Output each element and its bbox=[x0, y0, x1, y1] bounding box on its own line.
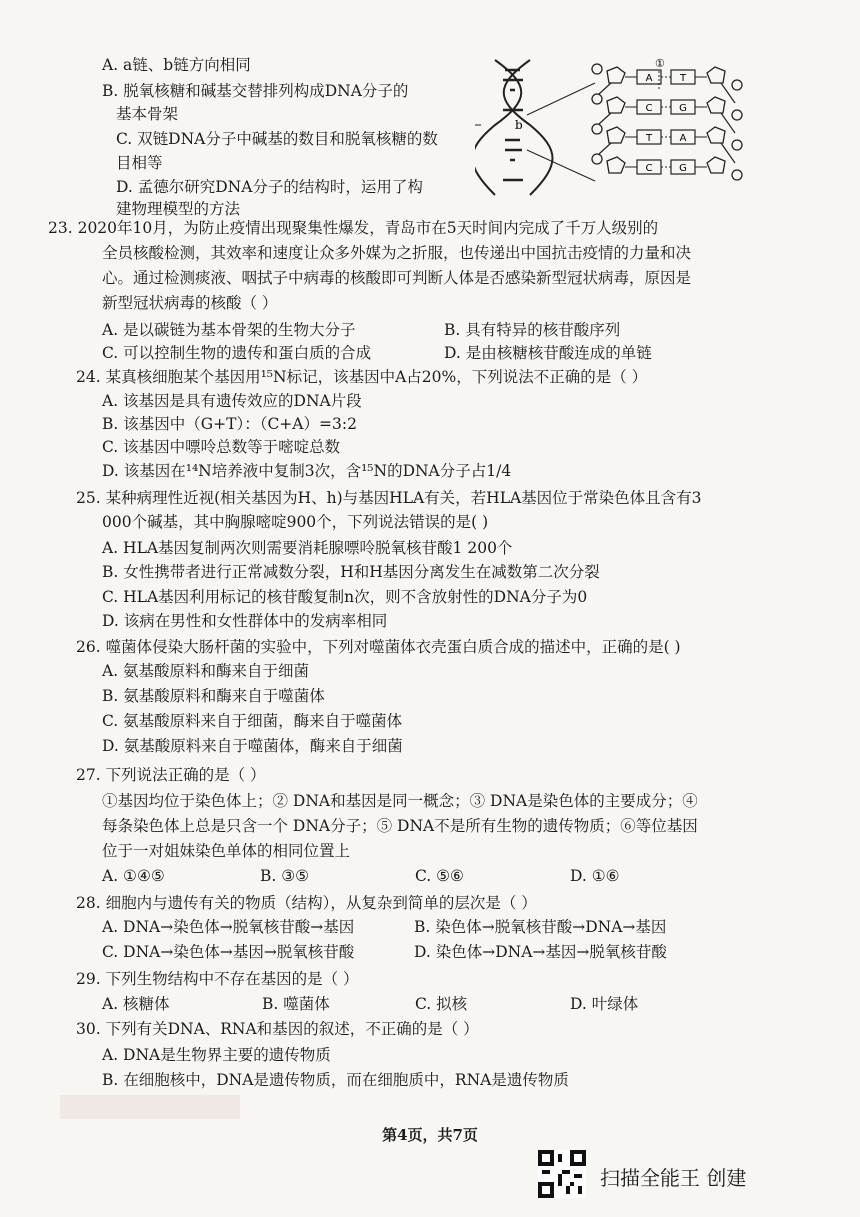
q23-stem-line2: 全员核酸检测，其效率和速度让众多外媒为之折服，也传递出中国抗击疫情的力量和决 bbox=[102, 244, 692, 262]
q22-option-b-cont: 基本骨架 bbox=[116, 105, 179, 123]
sugar-right bbox=[707, 157, 725, 173]
q22-option-d-cont: 建物理模型的方法 bbox=[116, 200, 241, 218]
q23-option-d: D. 是由核糖核苷酸连成的单链 bbox=[444, 344, 652, 362]
phosphate-right bbox=[732, 140, 742, 150]
q25-option-d: D. 该病在男性和女性群体中的发病率相同 bbox=[102, 612, 388, 630]
q27-option-a: A. ①④⑤ bbox=[102, 867, 165, 885]
q26-option-c: C. 氨基酸原料来自于细菌，酶来自于噬菌体 bbox=[102, 712, 403, 730]
base-right-label: T bbox=[679, 73, 687, 84]
sugar-left bbox=[607, 67, 625, 83]
q27-option-c: C. ⑤⑥ bbox=[415, 867, 464, 885]
base-right-label: G bbox=[679, 103, 687, 114]
q23-option-a: A. 是以碳链为基本骨架的生物大分子 bbox=[102, 321, 356, 339]
q25-option-c: C. HLA基因利用标记的核苷酸复制n次，则不含放射性的DNA分子为0 bbox=[102, 588, 588, 606]
q22-option-c-cont: 目相等 bbox=[116, 154, 163, 172]
base-left-label: C bbox=[645, 163, 653, 174]
sugar-left bbox=[607, 97, 625, 113]
q29-option-b: B. 噬菌体 bbox=[262, 995, 330, 1013]
q25-stem-line1: 25. 某种病理性近视(相关基因为H、h)与基因HLA有关，若HLA基因位于常染色体且含有3 bbox=[76, 489, 702, 507]
q30-option-b: B. 在细胞核中，DNA是遗传物质，而在细胞质中，RNA是遗传物质 bbox=[102, 1071, 569, 1089]
q27-statement-line1: ①基因均位于染色体上；② DNA和基因是同一概念；③ DNA是染色体的主要成分；④ bbox=[102, 792, 698, 810]
q25-option-b: B. 女性携带者进行正常减数分裂，H和H基因分离发生在减数第二次分裂 bbox=[102, 563, 600, 581]
sugar-right bbox=[707, 97, 725, 113]
q30-option-a: A. DNA是生物界主要的遗传物质 bbox=[102, 1046, 331, 1064]
sugar-left bbox=[607, 157, 625, 173]
q22-option-d: D. 孟德尔研究DNA分子的结构时，运用了构 bbox=[116, 178, 423, 196]
q27-option-d: D. ①⑥ bbox=[570, 867, 620, 885]
q27-statement-line2: 每条染色体上总是只含一个 DNA分子；⑤ DNA不是所有生物的遗传物质；⑥等位基因 bbox=[102, 817, 698, 835]
phosphate-right bbox=[732, 110, 742, 120]
sugar-left bbox=[607, 127, 625, 143]
q23-option-b: B. 具有特异的核苷酸序列 bbox=[444, 321, 621, 339]
phosphate-left bbox=[592, 124, 602, 134]
sugar-right bbox=[707, 127, 725, 143]
q28-option-b: B. 染色体→脱氧核苷酸→DNA→基因 bbox=[414, 918, 667, 936]
q27-statement-line3: 位于一对姐妹染色单体的相同位置上 bbox=[102, 842, 351, 860]
base-left-label: T bbox=[645, 133, 653, 144]
q23-stem-line4: 新型冠状病毒的核酸（ ） bbox=[102, 294, 278, 312]
base-left-label: C bbox=[645, 103, 653, 114]
base-right-label: A bbox=[679, 133, 687, 144]
q27-option-b: B. ③⑤ bbox=[260, 867, 310, 885]
q29-option-d: D. 叶绿体 bbox=[570, 995, 639, 1013]
q30-stem: 30. 下列有关DNA、RNA和基因的叙述，不正确的是（ ） bbox=[76, 1020, 479, 1038]
q24-stem: 24. 某真核细胞某个基因用¹⁵N标记，该基因中A占20%，下列说法不正确的是（ ） bbox=[76, 368, 648, 386]
q29-option-c: C. 拟核 bbox=[415, 995, 468, 1013]
q25-option-a: A. HLA基因复制两次则需要消耗腺嘌呤脱氧核苷酸1 200个 bbox=[102, 539, 513, 557]
q24-option-c: C. 该基因中嘌呤总数等于嘧啶总数 bbox=[102, 438, 341, 456]
phosphate-right bbox=[732, 80, 742, 90]
scanner-watermark bbox=[538, 1150, 848, 1198]
q26-option-d: D. 氨基酸原料来自于噬菌体，酶来自于细菌 bbox=[102, 737, 403, 755]
label-1: ① bbox=[655, 57, 665, 70]
q22-option-c: C. 双链DNA分子中碱基的数目和脱氧核糖的数 bbox=[116, 130, 438, 148]
q25-stem-line2: 000个碱基，其中胸腺嘧啶900个，下列说法错误的是( ) bbox=[102, 513, 489, 531]
q22-option-a: A. a链、b链方向相同 bbox=[102, 56, 251, 74]
scanner-label: 扫描全能王 创建 bbox=[600, 1166, 747, 1190]
q27-stem: 27. 下列说法正确的是（ ） bbox=[76, 766, 266, 784]
q28-option-c: C. DNA→染色体→基因→脱氧核苷酸 bbox=[102, 943, 355, 961]
q26-stem: 26. 噬菌体侵染大肠杆菌的实验中，下列对噬菌体衣壳蛋白质合成的描述中，正确的是( ) bbox=[76, 638, 681, 656]
q28-option-d: D. 染色体→DNA→基因→脱氧核苷酸 bbox=[414, 943, 667, 961]
base-left-label: A bbox=[645, 73, 653, 84]
q24-option-d: D. 该基因在¹⁴N培养液中复制3次，含¹⁵N的DNA分子占1/4 bbox=[102, 462, 512, 480]
q26-option-b: B. 氨基酸原料和酶来自于噬菌体 bbox=[102, 687, 325, 705]
q22-option-b: B. 脱氧核糖和碱基交替排列构成DNA分子的 bbox=[102, 82, 409, 100]
base-pairs-group bbox=[592, 64, 742, 180]
q24-option-a: A. 该基因是具有遗传效应的DNA片段 bbox=[102, 392, 362, 410]
q23-option-c: C. 可以控制生物的遗传和蛋白质的合成 bbox=[102, 344, 372, 362]
dna-structure-diagram bbox=[475, 55, 765, 205]
q24-option-b: B. 该基因中（G+T）：（C+A）=3:2 bbox=[102, 415, 357, 433]
phosphate-right bbox=[732, 170, 742, 180]
qr-code-icon bbox=[538, 1150, 586, 1198]
sugar-right bbox=[707, 67, 725, 83]
phosphate-left bbox=[592, 94, 602, 104]
q23-stem-line3: 心。通过检测痰液、咽拭子中病毒的核酸即可判断人体是否感染新型冠状病毒，原因是 bbox=[102, 269, 692, 287]
label-b: b bbox=[515, 118, 523, 132]
q28-option-a: A. DNA→染色体→脱氧核苷酸→基因 bbox=[102, 918, 355, 936]
q29-stem: 29. 下列生物结构中不存在基因的是（ ） bbox=[76, 970, 359, 988]
phosphate-left bbox=[592, 154, 602, 164]
page-number: 第4页，共7页 bbox=[382, 1126, 478, 1144]
q26-option-a: A. 氨基酸原料和酶来自于细菌 bbox=[102, 662, 310, 680]
q28-stem: 28. 细胞内与遗传有关的物质（结构），从复杂到简单的层次是（ ） bbox=[76, 894, 537, 912]
double-helix-icon bbox=[475, 60, 553, 195]
base-right-label: G bbox=[679, 163, 687, 174]
bleed-through-mark bbox=[60, 1095, 240, 1119]
q23-stem-line1: 23. 2020年10月，为防止疫情出现聚集性爆发，青岛市在5天时间内完成了千万人级别的 bbox=[48, 219, 659, 237]
phosphate-left bbox=[592, 64, 602, 74]
q29-option-a: A. 核糖体 bbox=[102, 995, 170, 1013]
